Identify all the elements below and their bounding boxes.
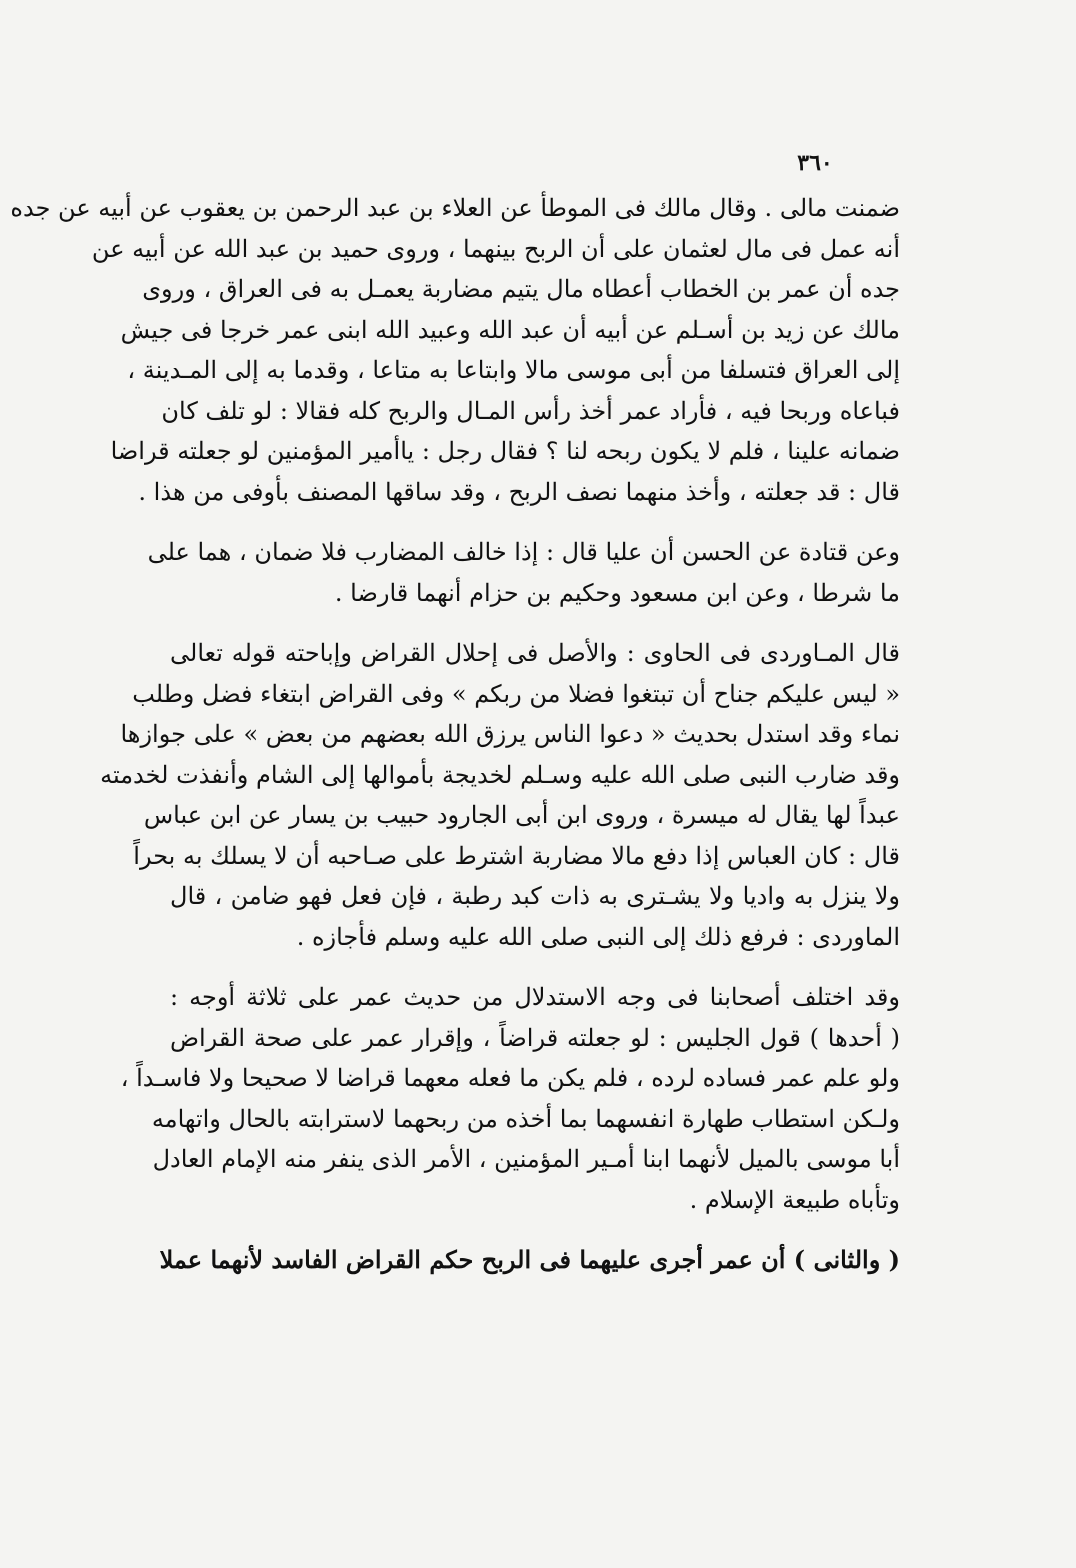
text-line: ولـكن استطاب طهارة انفسهما بما أخذه من ربحهما لاسترابته بالحال واتهامه	[151, 1104, 900, 1133]
text-line: مالك عن زيد بن أسـلم عن أبيه أن عبد الله وعبيد الله ابنى عمر خرجا فى جيش	[120, 315, 900, 344]
text-line: « ليس عليكم جناح أن تبتغوا فضلا من ربكم » وفى القراض ابتغاء فضل وطلب	[132, 679, 900, 708]
text-line: قال : قد جعلته ، وأخذ منهما نصف الربح ، وقد ساقها المصنف بأوفى من هذا .	[138, 477, 900, 506]
paragraph-1	[10, 188, 900, 512]
text-line: ما شرطا ، وعن ابن مسعود وحكيم بن حزام أنهما قارضا .	[334, 578, 900, 607]
text-line: قال : كان العباس إذا دفع مالا مضاربة اشترط على صـاحبه أن لا يسلك به بحراً	[133, 841, 900, 870]
text-line: ( والثانى ) أن عمر أجرى عليهما فى الربح حكم القراض الفاسد لأنهما عملا	[159, 1245, 900, 1274]
text-line: وقد ضارب النبى صلى الله عليه وسـلم لخديجة بأموالها إلى الشام وأنفذت لخدمته	[100, 760, 900, 789]
text-line: نماء وقد استدل بحديث « دعوا الناس يرزق الله بعضهم من بعض » على جوازها	[120, 720, 900, 748]
text-line: ولا ينزل به واديا ولا يشـترى به ذات كبد رطبة ، فإن فعل فهو ضامن ، قال	[170, 882, 900, 910]
text-line: عبداً لها يقال له ميسرة ، وروى ابن أبى الجارود حبيب بن يسار عن ابن عباس	[143, 801, 900, 829]
arabic-text-body	[10, 188, 900, 1301]
text-line: وتأباه طبيعة الإسلام .	[689, 1185, 900, 1214]
text-line: فباعاه وربحا فيه ، فأراد عمر أخذ رأس المـال والربح كله فقالا : لو تلف كان	[161, 396, 900, 425]
paragraph-2	[147, 532, 900, 613]
text-line: وعن قتادة عن الحسن أن عليا قال : إذا خالف المضارب فلا ضمان ، هما على	[147, 538, 900, 566]
text-line: إلى العراق فتسلفا من أبى موسى مالا وابتاعا به متاعا ، وقدما به إلى المـدينة ،	[127, 356, 900, 384]
text-line: وقد اختلف أصحابنا فى وجه الاستدلال من حديث عمر على ثلاثة أوجه :	[170, 983, 900, 1011]
paragraph-3	[100, 633, 900, 957]
text-line: قال المـاوردى فى الحاوى : والأصل فى إحلال القراض وإباحته قوله تعالى	[170, 639, 900, 667]
text-line: أبا موسى بالميل لأنهما ابنا أمـير المؤمنين ، الأمر الذى ينفر منه الإمام العادل	[152, 1145, 900, 1173]
text-line: أنه عمل فى مال لعثمان على أن الربح بينهما ، وروى حميد بن عبد الله عن أبيه عن	[91, 234, 900, 263]
text-line: ( أحدها ) قول الجليس : لو جعلته قراضاً ، وإقرار عمر على صحة القراض	[170, 1023, 900, 1052]
paragraph-4	[120, 977, 900, 1220]
page-number: ٣٦٠	[797, 150, 833, 176]
text-line: ضمانه علينا ، فلم لا يكون ربحه لنا ؟ فقال رجل : ياأمير المؤمنين لو جعلته قراضا	[110, 437, 900, 465]
paragraph-5	[159, 1240, 900, 1281]
text-line: ولو علم عمر فساده لرده ، فلم يكن ما فعله معهما قراضا لا صحيحا ولا فاسـداً ،	[120, 1064, 900, 1092]
text-line: جده أن عمر بن الخطاب أعطاه مال يتيم مضاربة يعمـل به فى العراق ، وروى	[142, 275, 900, 303]
text-line: الماوردى : فرفع ذلك إلى النبى صلى الله عليه وسلم فأجازه .	[296, 922, 900, 951]
text-line: ضمنت مالى . وقال مالك فى الموطأ عن العلاء بن عبد الرحمن بن يعقوب عن أبيه عن جده	[10, 194, 900, 222]
